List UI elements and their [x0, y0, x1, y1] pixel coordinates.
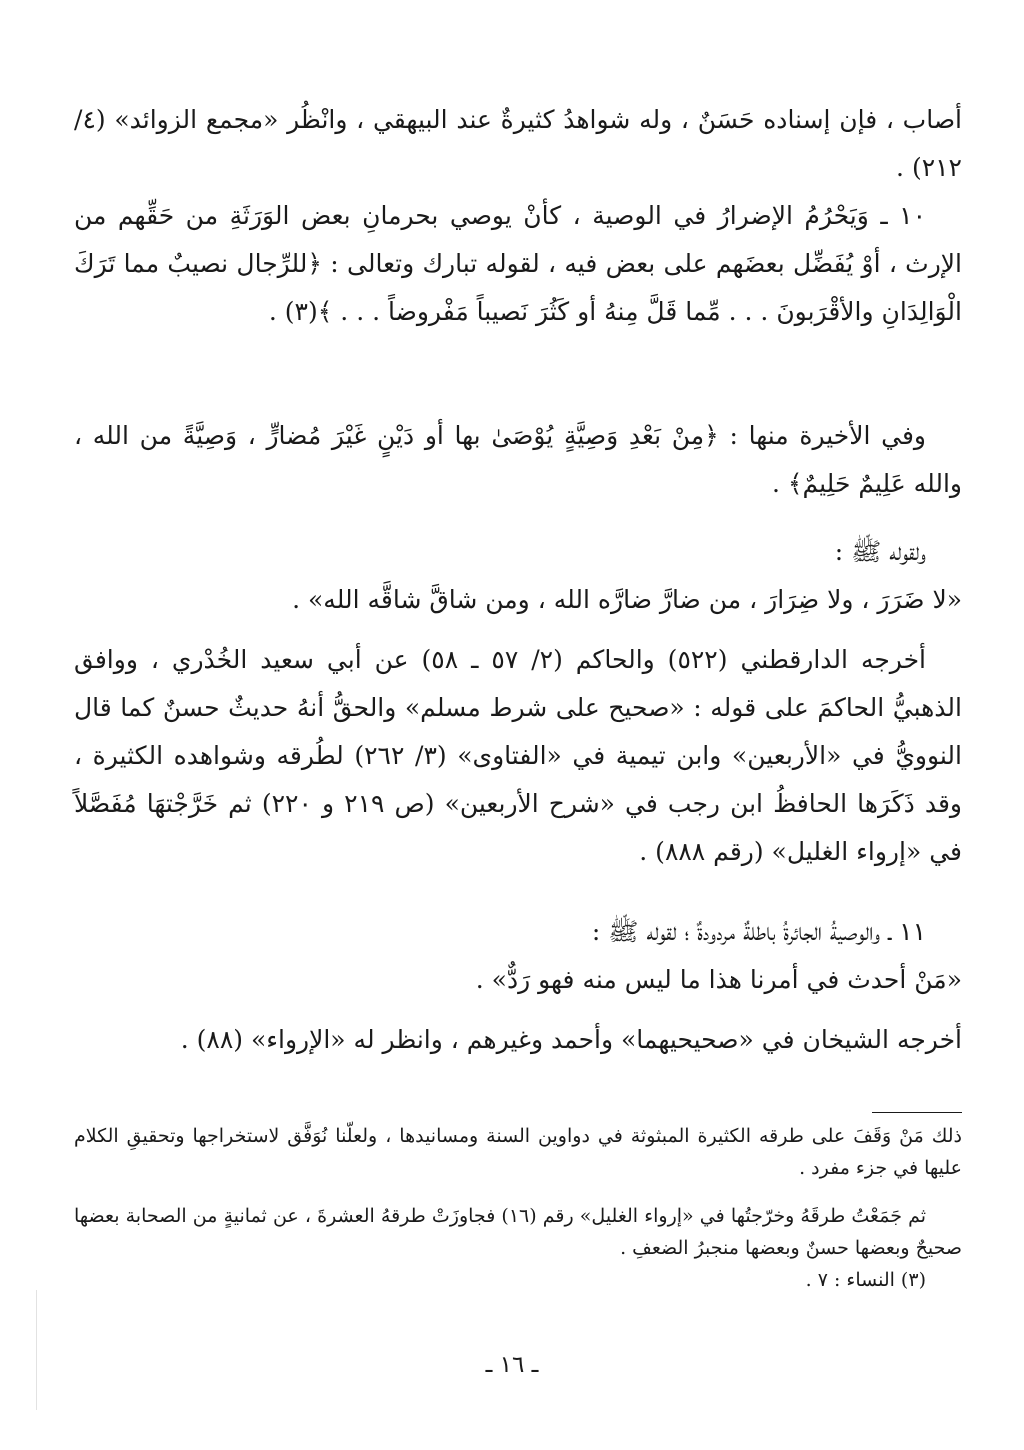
footnote-3: (٣) النساء : ٧ .: [805, 1269, 926, 1291]
page-number: ـ ١٦ ـ: [485, 1352, 539, 1378]
footnote-2: ثم جَمَعْتُ طرقَهُ وخرّجتُها في «إرواء الغليل» رقم (١٦) فجاوزَتْ طرقهُ العشرةَ ، عن ثمانيةٍ من الصحابة بعضها صحيحٌ وبعضها حسنٌ وبعضها منجبرُ الضعفِ .: [74, 1205, 962, 1259]
paragraph-7: أخرجه الشيخان في «صحيحيهما» وأحمد وغيرهم ، وانظر له «الإرواء» (٨٨) .: [180, 1025, 962, 1054]
page-edge-line: [36, 1290, 37, 1410]
paragraph-6-intro: ١١ ـ والوصيةُ الجائرةُ باطلةٌ مردودةٌ ؛ لقوله ﷺ :: [591, 917, 926, 946]
paragraph-2: ١٠ ـ وَيَحْرُمُ الإضرارُ في الوصية ، كأنْ يوصي بحرمانِ بعض الوَرَثَةِ من حَقِّهم من الإرث ، أوْ يُفَضِّل بعضَهم على بعض فيه ، لقوله تبارك وتعالى : ﴿للرِّجال نصيبٌ مما تَرَكَ الْوَالِدَانِ والأقْرَبونَ . . . مِّما قَلَّ مِنهُ أو كَثُرَ نَصيباً مَفْروضاً . . . ﴾(٣) .: [74, 201, 962, 326]
paragraph-5: أخرجه الدارقطني (٥٢٢) والحاكم (٢/ ٥٧ ـ ٥٨) عن أبي سعيد الخُدْري ، ووافق الذهبيُّ الحاكمَ على قوله : «صحيح على شرط مسلم» والحقُّ أنهُ حديثٌ حسنٌ كما قال النوويُّ في «الأربعين» وابن تيمية في «الفتاوى» (٣/ ٢٦٢) لطُرقه وشواهده الكثيرة ، وقد ذَكَرَها الحافظُ ابن رجب في «شرح الأربعين» (ص ٢١٩ و ٢٢٠) ثم خَرَّجْتهَا مُفَصَّلاً في «إرواء الغليل» (رقم ٨٨٨) .: [74, 645, 963, 866]
paragraph-4-intro: ولقوله ﷺ :: [834, 537, 926, 566]
paragraph-1: أصاب ، فإن إسناده حَسَنٌ ، وله شواهدُ كثيرةٌ عند البيهقي ، وانْظُر «مجمع الزوائد» (٤/ ٢١٢) .: [74, 105, 962, 182]
footnote-separator: [872, 1112, 962, 1113]
footnote-1: ذلك مَنْ وَقَفَ على طرقه الكثيرة المبثوثة في دواوين السنة ومسانيدها ، ولعلّنا نُوَفَّق لاستخراجها وتحقيقِ الكلام عليها في جزء مفرد .: [74, 1125, 962, 1179]
hadith-quote-1: «لا ضَرَرَ ، ولا ضِرَارَ ، من ضارَّ ضارَّه الله ، ومن شاقَّ شاقَّه الله» .: [292, 585, 962, 614]
hadith-quote-2: «مَنْ أحدث في أمرنا هذا ما ليس منه فهو رَدٌّ» .: [475, 965, 962, 994]
paragraph-3: وفي الأخيرة منها : ﴿مِنْ بَعْدِ وَصِيَّةٍ يُوْصَىٰ بها أو دَيْنٍ غَيْرَ مُضارٍّ ، وَصِيَّةً من الله ، والله عَلِيمٌ حَلِيمٌ﴾ .: [74, 421, 962, 498]
